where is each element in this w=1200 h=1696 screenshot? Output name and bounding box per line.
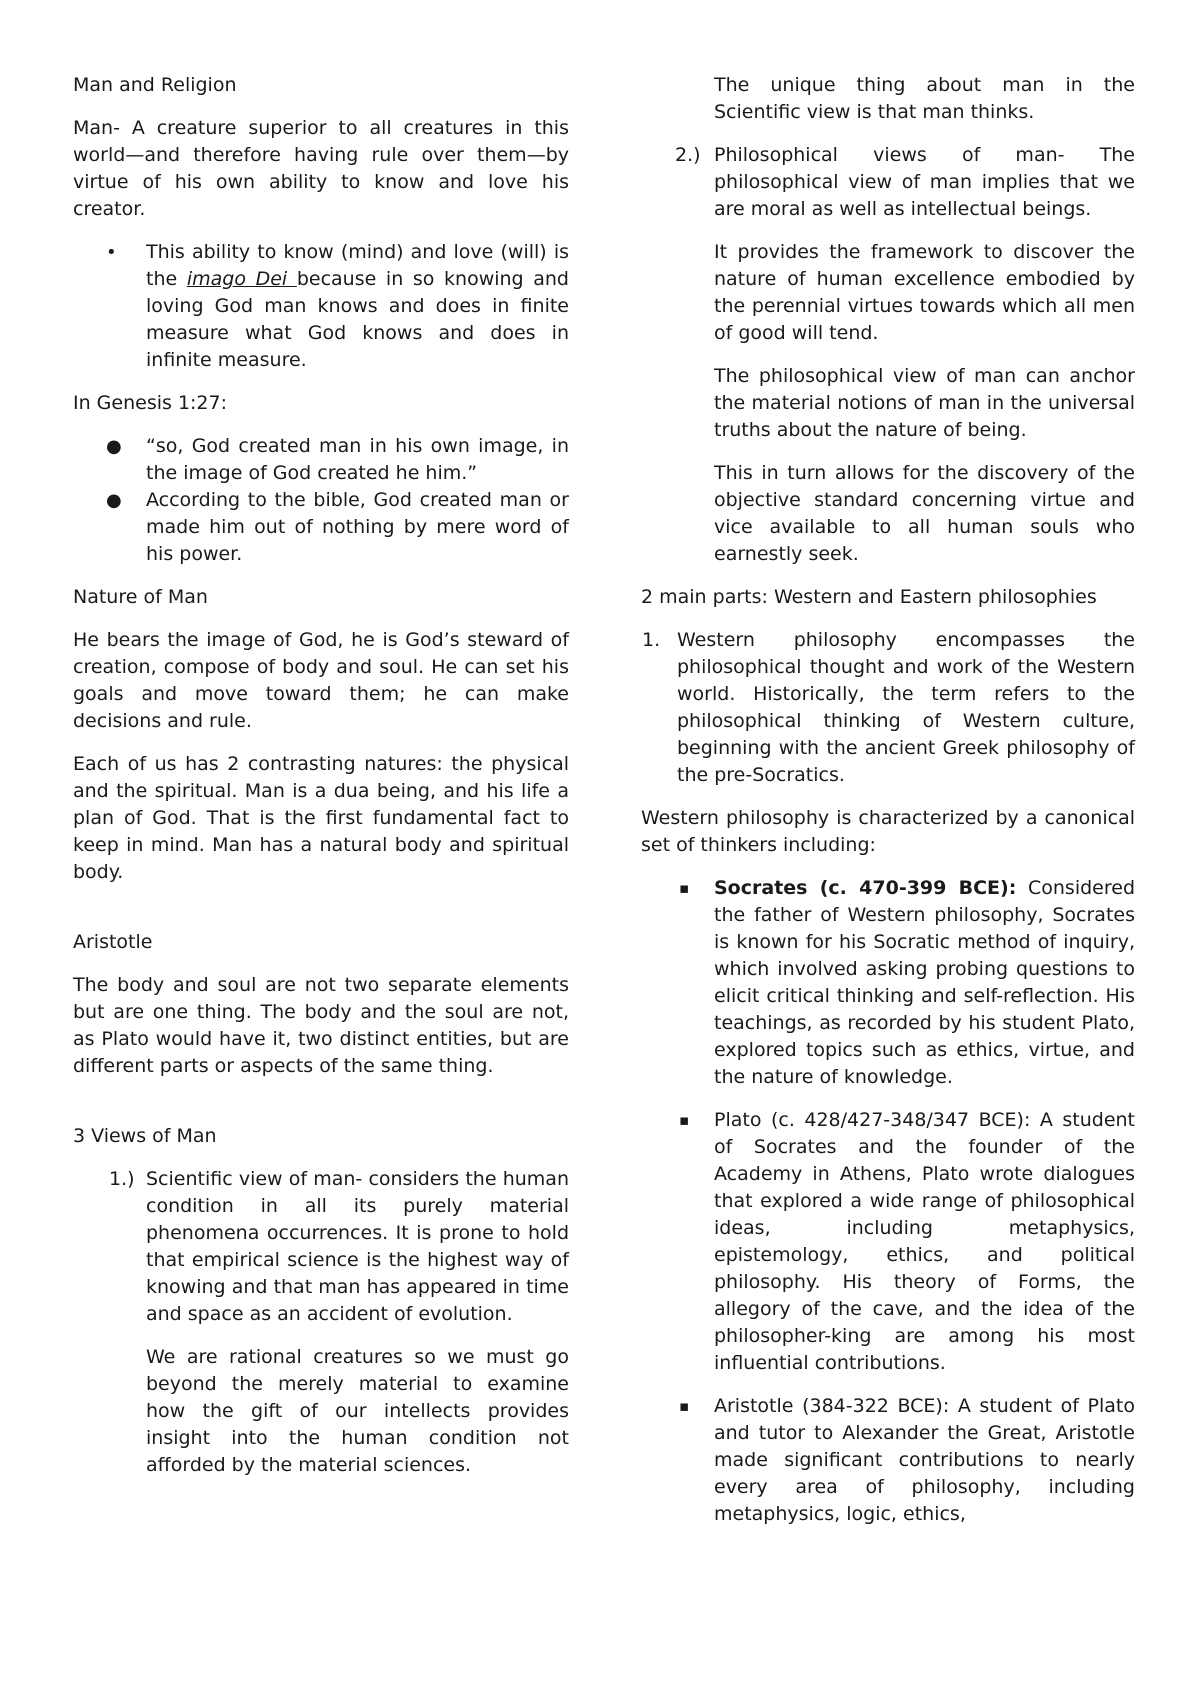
- man-definition: Man- A creature superior to all creatures in this world—and therefore having rule over them—by virtue of his own ability to know and love his creator.: [73, 117, 569, 220]
- list-marker: 1.: [642, 629, 661, 651]
- thinker-item-aristotle: [641, 1393, 1135, 1528]
- view-2-paragraph-4: This in turn allows for the discovery of the objective standard concerning virtue and vice available to all human souls who earnestly seek.: [714, 462, 1135, 565]
- view-1-text: Scientific view of man- considers the human condition in all its purely material phenomena occurrences. It is prone to hold that empirical science is the highest way of knowing and that man has appeared in time and space as an accident of evolution.: [146, 1168, 569, 1325]
- three-views-heading: 3 Views of Man: [73, 1125, 217, 1147]
- list-item-text: According to the bible, God created man or made him out of nothing by mere word of his power.: [146, 489, 569, 565]
- imago-dei-bullet: [73, 239, 569, 374]
- thinker-text: Plato (c. 428/427-348/347 BCE): A student of Socrates and the founder of the Academy in Athens, Plato wrote dialogues that explored a wide range of philosophical ideas, including metaphysics, epistemology, ethics, and political philosophy. His theory of Forms, the allegory of the cave, and the idea of the philosopher-king are among his most influential contributions.: [714, 1109, 1135, 1374]
- view-2-text: Philosophical views of man- The philosophical view of man implies that we are moral as well as intellectual beings.: [714, 144, 1135, 220]
- thinker-item-plato: [641, 1107, 1135, 1377]
- nature-paragraph-1: He bears the image of God, he is God’s steward of creation, compose of body and soul. He can set his goals and move toward them; he can make decisions and rule.: [73, 629, 569, 732]
- aristotle-paragraph: The body and soul are not two separate elements but are one thing. The body and the soul are not, as Plato would have it, two distinct entities, but are different parts or aspects of the same thing.: [73, 974, 569, 1077]
- bullet-icon: ▪: [679, 879, 690, 897]
- thinker-text: Considered the father of Western philosophy, Socrates is known for his Socratic method of inquiry, which involved asking probing questions to elicit critical thinking and self-reflection. His teachings, as recorded by his student Plato, explored topics such as ethics, virtue, and the nature of knowledge.: [714, 877, 1136, 1088]
- view-1-paragraph-2: We are rational creatures so we must go beyond the merely material to examine how the gift of our intellects provides insight into the human condition not afforded by the material sciences.: [146, 1346, 569, 1476]
- imago-text-before: This ability to know (mind) and love (will) is the: [146, 241, 569, 290]
- bullet-icon: ●: [106, 436, 122, 457]
- canonical-intro: Western philosophy is characterized by a canonical set of thinkers including:: [641, 807, 1135, 856]
- genesis-bullet: [73, 487, 569, 568]
- imago-text-after: because in so knowing and loving God man knows and does in finite measure what God knows and does in infinite measure.: [146, 268, 569, 371]
- list-marker: 1.): [109, 1168, 135, 1190]
- view-2-paragraph-2: It provides the framework to discover the nature of human excellence embodied by the perennial virtues towards which all men of good will tend.: [714, 241, 1135, 344]
- western-philosophy-text: Western philosophy encompasses the philosophical thought and work of the Western world. Historically, the term refers to the philosophical thinking of Western culture, beginning with the ancient Greek philosophy of the pre-Socratics.: [677, 629, 1135, 786]
- section-title-man-and-religion: Man and Religion: [73, 74, 237, 96]
- list-marker: 2.): [675, 144, 701, 166]
- thinker-name: Socrates (c. 470-399 BCE):: [714, 877, 1017, 899]
- bullet-icon: ▪: [679, 1397, 690, 1415]
- nature-of-man-heading: Nature of Man: [73, 586, 208, 608]
- aristotle-heading: Aristotle: [73, 931, 153, 953]
- thinker-item-socrates: [641, 875, 1135, 1091]
- list-item-text: “so, God created man in his own image, in the image of God created he him.”: [146, 435, 569, 484]
- view-1-paragraph-3: The unique thing about man in the Scientific view is that man thinks.: [714, 74, 1135, 123]
- western-philosophy-item: [641, 627, 1135, 789]
- right-column: [641, 72, 1135, 1544]
- bullet-icon: ●: [106, 490, 122, 511]
- main-parts-heading: 2 main parts: Western and Eastern philosophies: [641, 586, 1097, 608]
- left-column: [73, 72, 569, 1495]
- view-2-paragraph-3: The philosophical view of man can anchor the material notions of man in the universal truths about the nature of being.: [714, 365, 1135, 441]
- genesis-bullet: [73, 433, 569, 487]
- thinker-text: Aristotle (384-322 BCE): A student of Plato and tutor to Alexander the Great, Aristotle made significant contributions to nearly every area of philosophy, including metaphysics, logic, ethics,: [714, 1395, 1135, 1525]
- nature-paragraph-2: Each of us has 2 contrasting natures: the physical and the spiritual. Man is a dua being, and his life a plan of God. That is the first fundamental fact to keep in mind. Man has a natural body and spiritual body.: [73, 753, 569, 883]
- bullet-icon: ▪: [679, 1111, 690, 1129]
- bullet-icon: •: [106, 242, 117, 263]
- imago-dei-term: imago Dei: [186, 268, 297, 290]
- view-2-item: [641, 142, 1135, 223]
- view-1-item: [73, 1166, 569, 1328]
- genesis-heading: In Genesis 1:27:: [73, 392, 228, 414]
